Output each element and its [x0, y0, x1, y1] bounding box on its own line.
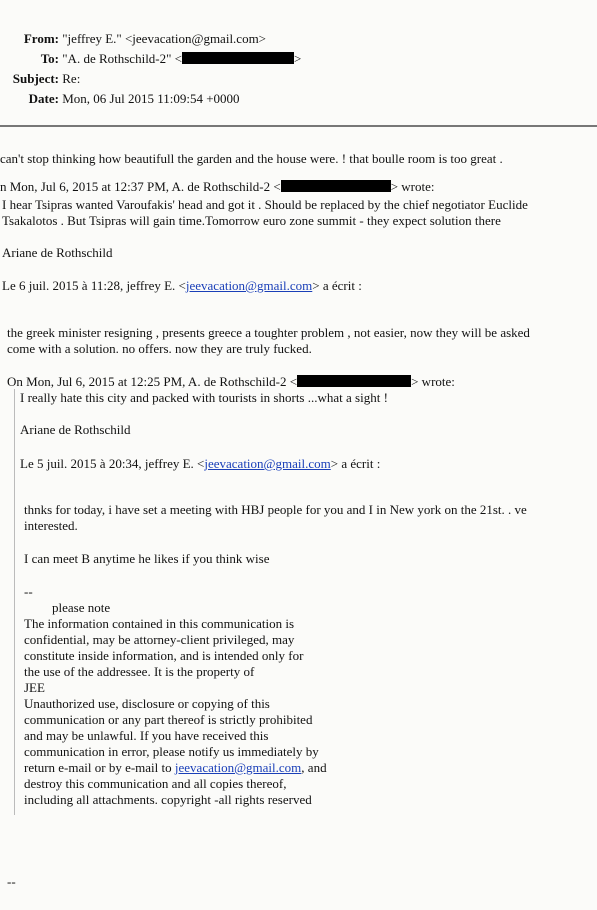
header-divider [0, 125, 597, 127]
to-value: "A. de Rothschild-2" < [62, 51, 183, 66]
disclaimer-line-9: communication in error, please notify us immediately by [24, 744, 319, 759]
quote2-text-2: come with a solution. no offers. now they are truly fucked. [7, 341, 312, 356]
disclaimer-line-10 [24, 760, 327, 775]
disclaimer-line-8: and may be unlawful. If you have received this [24, 728, 269, 743]
quote4-email-link[interactable]: jeevacation@gmail.com [204, 456, 331, 471]
redaction-block [297, 375, 411, 387]
redaction-block [182, 52, 294, 64]
quote3-intro-text: On Mon, Jul 6, 2015 at 12:25 PM, A. de Rothschild-2 < [7, 374, 298, 389]
disclaimer-line-4: the use of the addressee. It is the property of [24, 664, 255, 679]
to-row [0, 51, 301, 67]
redaction-block [281, 180, 391, 192]
signature-2: Ariane de Rothschild [20, 422, 131, 437]
quote1-intro [0, 179, 435, 194]
disclaimer-email-link[interactable]: jeevacation@gmail.com [174, 760, 302, 775]
quote3-text: I really hate this city and packed with tourists in shorts ...what a sight ! [20, 390, 388, 405]
quote4-intro-text: Le 5 juil. 2015 à 20:34, jeffrey E. < [20, 456, 205, 471]
disclaimer-line-2: confidential, may be attorney-client privileged, may [24, 632, 295, 647]
quote4-text-3: I can meet B anytime he likes if you think wise [24, 551, 270, 566]
disclaimer-line-11: destroy this communication and all copies thereof, [24, 776, 287, 791]
quote2-intro-end: > a écrit : [312, 278, 362, 293]
from-value: "jeffrey E." <jeevacation@gmail.com> [62, 31, 267, 46]
to-label: To: [40, 51, 59, 66]
quote4-intro-end: > a écrit : [330, 456, 381, 471]
date-label: Date: [28, 91, 59, 106]
disclaimer-line-6: Unauthorized use, disclosure or copying of this [24, 696, 270, 711]
please-note: please note [52, 600, 111, 615]
disclaimer-line-7: communication or any part thereof is strictly prohibited [24, 712, 313, 727]
bottom-separator: -- [7, 874, 16, 889]
quote1-text-2: Tsakalotos . But Tsipras will gain time.Tomorrow euro zone summit - they expect solution there [2, 213, 501, 228]
disclaimer-line-3: constitute inside information, and is intended only for [24, 648, 304, 663]
to-value-end: > [294, 51, 302, 66]
quote4-intro [20, 456, 380, 471]
subject-row [0, 71, 80, 87]
subject-label: Subject: [12, 71, 59, 86]
quote1-text-1: I hear Tsipras wanted Varoufakis' head and got it . Should be replaced by the chief negotiator Euclide [2, 197, 528, 212]
disclaimer-line-10-end: , and [301, 760, 327, 775]
signature-1: Ariane de Rothschild [2, 245, 113, 260]
from-label: From: [23, 31, 59, 46]
subject-value: Re: [62, 71, 81, 86]
from-row [0, 31, 266, 47]
quote1-intro-text: n Mon, Jul 6, 2015 at 12:37 PM, A. de Rothschild-2 < [0, 179, 281, 194]
date-value: Mon, 06 Jul 2015 11:09:54 +0000 [62, 91, 240, 106]
disclaimer-line-5: JEE [24, 680, 45, 695]
quote4-text-1: thnks for today, i have set a meeting with HBJ people for you and I in New york on the 21st. . ve [24, 502, 527, 517]
quote2-email-link[interactable]: jeevacation@gmail.com [185, 278, 313, 293]
quote2-text-1: the greek minister resigning , presents greece a toughter problem , not easier, now they will be asked [7, 325, 530, 340]
quote1-intro-end: > wrote: [390, 179, 435, 194]
quote2-intro-text: Le 6 juil. 2015 à 11:28, jeffrey E. < [2, 278, 186, 293]
disclaimer-line-12: including all attachments. copyright -all rights reserved [24, 792, 312, 807]
quote3-intro [7, 374, 455, 389]
disclaimer-line-1: The information contained in this communication is [24, 616, 295, 631]
quote2-intro [2, 278, 362, 293]
disclaimer-line-10-text: return e-mail or by e-mail to [24, 760, 175, 775]
quote4-text-2: interested. [24, 518, 78, 533]
quote-bar [14, 389, 15, 815]
quote3-intro-end: > wrote: [411, 374, 455, 389]
date-row [0, 91, 240, 107]
signature-separator: -- [24, 584, 33, 599]
body-line-1: can't stop thinking how beautifull the garden and the house were. ! that boulle room is too great . [0, 151, 503, 166]
